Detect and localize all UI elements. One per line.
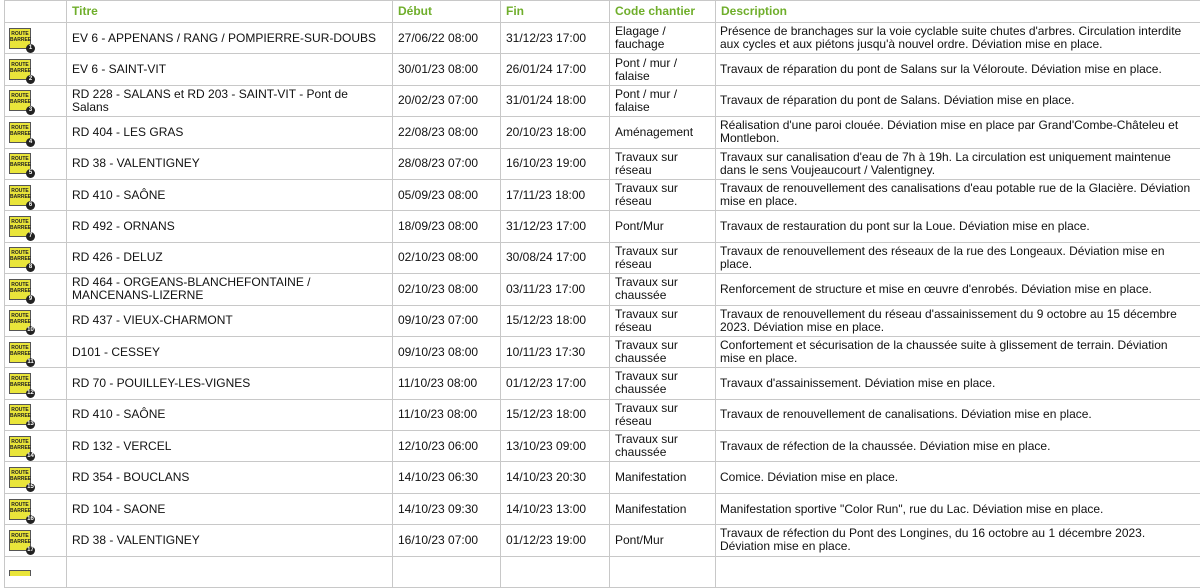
partial-cell: [501, 556, 610, 587]
route-icon-word-2: BARREE: [10, 508, 30, 514]
cell-debut: 02/10/23 08:00: [393, 274, 501, 305]
route-icon-word-1: ROUTE: [10, 502, 30, 508]
table-row[interactable]: [5, 305, 1200, 336]
table-row[interactable]: [5, 431, 1200, 462]
cell-code-chantier: Manifestation: [610, 462, 716, 493]
route-icon-word-2: BARREE: [10, 68, 30, 74]
header-fin[interactable]: Fin: [501, 1, 610, 23]
cell-code-chantier: Pont / mur / falaise: [610, 85, 716, 116]
row-number-badge: 3: [26, 106, 35, 115]
partial-cell: [67, 556, 393, 587]
route-icon-word-1: ROUTE: [10, 62, 30, 68]
cell-debut: 14/10/23 09:30: [393, 493, 501, 524]
row-number-badge: 15: [26, 483, 35, 492]
cell-fin: 16/10/23 19:00: [501, 148, 610, 179]
cell-code-chantier: Travaux sur réseau: [610, 148, 716, 179]
row-number-badge: 5: [26, 169, 35, 178]
cell-fin: 01/12/23 19:00: [501, 525, 610, 556]
partial-cell: [393, 556, 501, 587]
row-icon-cell: [5, 23, 67, 54]
cell-debut: 28/08/23 07:00: [393, 148, 501, 179]
row-icon-cell: [5, 242, 67, 273]
cell-code-chantier: Travaux sur réseau: [610, 179, 716, 210]
route-icon-word-1: ROUTE: [10, 376, 30, 382]
route-icon-word-1: ROUTE: [10, 250, 30, 256]
cell-debut: 27/06/22 08:00: [393, 23, 501, 54]
cell-debut: 05/09/23 08:00: [393, 179, 501, 210]
cell-titre: RD 354 - BOUCLANS: [67, 462, 393, 493]
cell-fin: 15/12/23 18:00: [501, 305, 610, 336]
row-icon-cell: [5, 431, 67, 462]
cell-debut: 20/02/23 07:00: [393, 85, 501, 116]
route-icon-word-1: ROUTE: [10, 125, 30, 131]
cell-description: Travaux d'assainissement. Déviation mise en place.: [716, 368, 1200, 399]
table-row[interactable]: [5, 23, 1200, 54]
route-barree-icon[interactable]: [9, 59, 31, 80]
route-icon-word-2: BARREE: [10, 319, 30, 325]
route-icon-word-1: ROUTE: [10, 313, 30, 319]
route-icon-word-2: BARREE: [10, 194, 30, 200]
cell-titre: RD 410 - SAÔNE: [67, 399, 393, 430]
cell-titre: EV 6 - SAINT-VIT: [67, 54, 393, 85]
table-row[interactable]: [5, 399, 1200, 430]
route-icon-word-1: ROUTE: [10, 188, 30, 194]
partial-cell: [610, 556, 716, 587]
route-barree-icon[interactable]: [9, 122, 31, 143]
row-icon-cell: [5, 336, 67, 367]
route-icon-word-2: BARREE: [10, 382, 30, 388]
table-row[interactable]: [5, 54, 1200, 85]
route-icon-word-2: BARREE: [10, 131, 30, 137]
route-icon-word-1: ROUTE: [10, 439, 30, 445]
table-row[interactable]: [5, 462, 1200, 493]
route-icon-word-2: BARREE: [10, 37, 30, 43]
route-barree-icon[interactable]: [9, 216, 31, 237]
cell-debut: 02/10/23 08:00: [393, 242, 501, 273]
table-row[interactable]: [5, 242, 1200, 273]
route-barree-icon[interactable]: [9, 373, 31, 394]
row-icon-cell: [5, 368, 67, 399]
route-icon-word-1: ROUTE: [10, 470, 30, 476]
cell-fin: 26/01/24 17:00: [501, 54, 610, 85]
route-icon-word-1: ROUTE: [10, 282, 30, 288]
route-icon-word-2: BARREE: [10, 445, 30, 451]
cell-titre: RD 228 - SALANS et RD 203 - SAINT-VIT - Pont de Salans: [67, 85, 393, 116]
cell-debut: 11/10/23 08:00: [393, 368, 501, 399]
row-number-badge: 1: [26, 44, 35, 53]
cell-code-chantier: Pont/Mur: [610, 525, 716, 556]
header-titre[interactable]: Titre: [67, 1, 393, 23]
cell-code-chantier: Aménagement: [610, 117, 716, 148]
route-icon-word-2: BARREE: [10, 476, 30, 482]
route-icon-word-1: ROUTE: [10, 407, 30, 413]
cell-description: Travaux de renouvellement du réseau d'assainissement du 9 octobre au 15 décembre 2023. Déviation mise en place.: [716, 305, 1200, 336]
route-barree-icon[interactable]: [9, 185, 31, 206]
route-icon-word-2: BARREE: [10, 256, 30, 262]
cell-description: Travaux de renouvellement de canalisations. Déviation mise en place.: [716, 399, 1200, 430]
cell-description: Renforcement de structure et mise en œuvre d'enrobés. Déviation mise en place.: [716, 274, 1200, 305]
cell-titre: RD 104 - SAONE: [67, 493, 393, 524]
cell-debut: 22/08/23 08:00: [393, 117, 501, 148]
row-number-badge: 11: [26, 358, 35, 367]
cell-debut: 09/10/23 08:00: [393, 336, 501, 367]
cell-fin: 15/12/23 18:00: [501, 399, 610, 430]
route-icon-word-2: BARREE: [10, 225, 30, 231]
route-icon-word-2: BARREE: [10, 351, 30, 357]
cell-debut: 09/10/23 07:00: [393, 305, 501, 336]
table-row[interactable]: [5, 274, 1200, 305]
cell-fin: 13/10/23 09:00: [501, 431, 610, 462]
cell-debut: 16/10/23 07:00: [393, 525, 501, 556]
row-number-badge: 7: [26, 232, 35, 241]
cell-fin: 31/01/24 18:00: [501, 85, 610, 116]
route-barree-icon[interactable]: [9, 153, 31, 174]
header-code-chantier[interactable]: Code chantier: [610, 1, 716, 23]
route-icon-word-2: BARREE: [10, 288, 30, 294]
cell-fin: 03/11/23 17:00: [501, 274, 610, 305]
row-number-badge: 12: [26, 389, 35, 398]
route-icon-word-1: ROUTE: [10, 533, 30, 539]
route-barree-icon[interactable]: [9, 310, 31, 331]
cell-titre: EV 6 - APPENANS / RANG / POMPIERRE-SUR-DOUBS: [67, 23, 393, 54]
route-barree-icon[interactable]: [9, 342, 31, 363]
cell-description: Confortement et sécurisation de la chaussée suite à glissement de terrain. Déviation mise en place.: [716, 336, 1200, 367]
table-row[interactable]: [5, 179, 1200, 210]
cell-fin: 31/12/23 17:00: [501, 23, 610, 54]
cell-titre: RD 38 - VALENTIGNEY: [67, 148, 393, 179]
cell-fin: 01/12/23 17:00: [501, 368, 610, 399]
table-row-partial: [5, 556, 1200, 587]
route-barree-icon[interactable]: [9, 247, 31, 268]
row-icon-cell: [5, 462, 67, 493]
cell-fin: 10/11/23 17:30: [501, 336, 610, 367]
route-barree-icon[interactable]: [9, 404, 31, 425]
route-icon-word-2: BARREE: [10, 99, 30, 105]
partial-cell: [5, 556, 67, 587]
cell-description: Réalisation d'une paroi clouée. Déviation mise en place par Grand'Combe-Châteleu et Montlebon.: [716, 117, 1200, 148]
row-icon-cell: [5, 399, 67, 430]
row-number-badge: 6: [26, 201, 35, 210]
cell-titre: RD 492 - ORNANS: [67, 211, 393, 242]
route-barree-icon: [9, 570, 31, 576]
cell-code-chantier: Travaux sur réseau: [610, 242, 716, 273]
route-icon-word-1: ROUTE: [10, 31, 30, 37]
header-debut[interactable]: Début: [393, 1, 501, 23]
cell-titre: RD 132 - VERCEL: [67, 431, 393, 462]
cell-code-chantier: Travaux sur chaussée: [610, 336, 716, 367]
route-barree-icon[interactable]: [9, 28, 31, 49]
cell-description: Travaux de restauration du pont sur la Loue. Déviation mise en place.: [716, 211, 1200, 242]
route-icon-word-2: BARREE: [10, 162, 30, 168]
header-icon: [5, 1, 67, 23]
cell-code-chantier: Travaux sur réseau: [610, 399, 716, 430]
cell-description: Travaux de renouvellement des canalisations d'eau potable rue de la Glacière. Déviation mise en place.: [716, 179, 1200, 210]
cell-fin: 31/12/23 17:00: [501, 211, 610, 242]
table-row[interactable]: [5, 336, 1200, 367]
row-number-badge: 16: [26, 515, 35, 524]
table-row[interactable]: [5, 211, 1200, 242]
cell-titre: RD 404 - LES GRAS: [67, 117, 393, 148]
row-icon-cell: [5, 117, 67, 148]
cell-code-chantier: Travaux sur réseau: [610, 305, 716, 336]
cell-description: Travaux de réfection du Pont des Longines, du 16 octobre au 1 décembre 2023. Déviation mise en place.: [716, 525, 1200, 556]
table-row[interactable]: [5, 368, 1200, 399]
route-icon-word-1: ROUTE: [10, 219, 30, 225]
cell-titre: D101 - CESSEY: [67, 336, 393, 367]
row-number-badge: 9: [26, 295, 35, 304]
table-row[interactable]: [5, 493, 1200, 524]
partial-cell: [716, 556, 1200, 587]
row-icon-cell: [5, 274, 67, 305]
route-icon-word-1: ROUTE: [10, 156, 30, 162]
row-number-badge: 2: [26, 75, 35, 84]
cell-description: Travaux de réfection de la chaussée. Déviation mise en place.: [716, 431, 1200, 462]
route-barree-icon[interactable]: [9, 279, 31, 300]
cell-debut: 12/10/23 06:00: [393, 431, 501, 462]
cell-code-chantier: Pont / mur / falaise: [610, 54, 716, 85]
header-description[interactable]: Description: [716, 1, 1200, 23]
route-barree-icon[interactable]: [9, 90, 31, 111]
cell-code-chantier: Travaux sur chaussée: [610, 274, 716, 305]
row-icon-cell: [5, 148, 67, 179]
route-barree-icon[interactable]: [9, 530, 31, 551]
cell-titre: RD 437 - VIEUX-CHARMONT: [67, 305, 393, 336]
cell-description: Travaux de renouvellement des réseaux de la rue des Longeaux. Déviation mise en place.: [716, 242, 1200, 273]
cell-description: Travaux sur canalisation d'eau de 7h à 19h. La circulation est uniquement maintenue dans le sens Voujeaucourt / Valentigney.: [716, 148, 1200, 179]
route-barree-icon[interactable]: [9, 499, 31, 520]
cell-debut: 14/10/23 06:30: [393, 462, 501, 493]
cell-description: Travaux de réparation du pont de Salans sur la Véloroute. Déviation mise en place.: [716, 54, 1200, 85]
cell-fin: 20/10/23 18:00: [501, 117, 610, 148]
cell-titre: RD 410 - SAÔNE: [67, 179, 393, 210]
cell-fin: 14/10/23 20:30: [501, 462, 610, 493]
row-icon-cell: [5, 54, 67, 85]
table-row[interactable]: [5, 117, 1200, 148]
route-barree-icon[interactable]: [9, 436, 31, 457]
cell-titre: RD 464 - ORGEANS-BLANCHEFONTAINE / MANCENANS-LIZERNE: [67, 274, 393, 305]
cell-debut: 30/01/23 08:00: [393, 54, 501, 85]
route-icon-word-1: ROUTE: [10, 93, 30, 99]
cell-code-chantier: Travaux sur chaussée: [610, 431, 716, 462]
row-number-badge: 4: [26, 138, 35, 147]
route-icon-word-2: BARREE: [10, 413, 30, 419]
table-row[interactable]: [5, 525, 1200, 556]
row-icon-cell: [5, 179, 67, 210]
cell-description: Manifestation sportive "Color Run", rue du Lac. Déviation mise en place.: [716, 493, 1200, 524]
row-icon-cell: [5, 493, 67, 524]
cell-fin: 14/10/23 13:00: [501, 493, 610, 524]
cell-description: Comice. Déviation mise en place.: [716, 462, 1200, 493]
row-icon-cell: [5, 211, 67, 242]
route-icon-word-2: BARREE: [10, 539, 30, 545]
cell-description: Présence de branchages sur la voie cyclable suite chutes d'arbres. Circulation interdite aux cycles et aux piétons jusqu'à nouvel ordre. Déviation mise en place.: [716, 23, 1200, 54]
cell-fin: 17/11/23 18:00: [501, 179, 610, 210]
cell-code-chantier: Pont/Mur: [610, 211, 716, 242]
road-works-table: [4, 0, 1200, 588]
cell-titre: RD 426 - DELUZ: [67, 242, 393, 273]
cell-code-chantier: Elagage / fauchage: [610, 23, 716, 54]
row-icon-cell: [5, 85, 67, 116]
row-number-badge: 13: [26, 420, 35, 429]
row-number-badge: 10: [26, 326, 35, 335]
table-row[interactable]: [5, 85, 1200, 116]
cell-titre: RD 38 - VALENTIGNEY: [67, 525, 393, 556]
cell-titre: RD 70 - POUILLEY-LES-VIGNES: [67, 368, 393, 399]
cell-debut: 18/09/23 08:00: [393, 211, 501, 242]
row-number-badge: 14: [26, 452, 35, 461]
route-barree-icon[interactable]: [9, 467, 31, 488]
row-icon-cell: [5, 305, 67, 336]
route-icon-word-1: ROUTE: [10, 345, 30, 351]
table-row[interactable]: [5, 148, 1200, 179]
row-number-badge: 17: [26, 546, 35, 555]
cell-code-chantier: Travaux sur chaussée: [610, 368, 716, 399]
header-row: [5, 1, 1200, 23]
cell-code-chantier: Manifestation: [610, 493, 716, 524]
row-icon-cell: [5, 525, 67, 556]
cell-description: Travaux de réparation du pont de Salans. Déviation mise en place.: [716, 85, 1200, 116]
cell-debut: 11/10/23 08:00: [393, 399, 501, 430]
row-number-badge: 8: [26, 263, 35, 272]
cell-fin: 30/08/24 17:00: [501, 242, 610, 273]
